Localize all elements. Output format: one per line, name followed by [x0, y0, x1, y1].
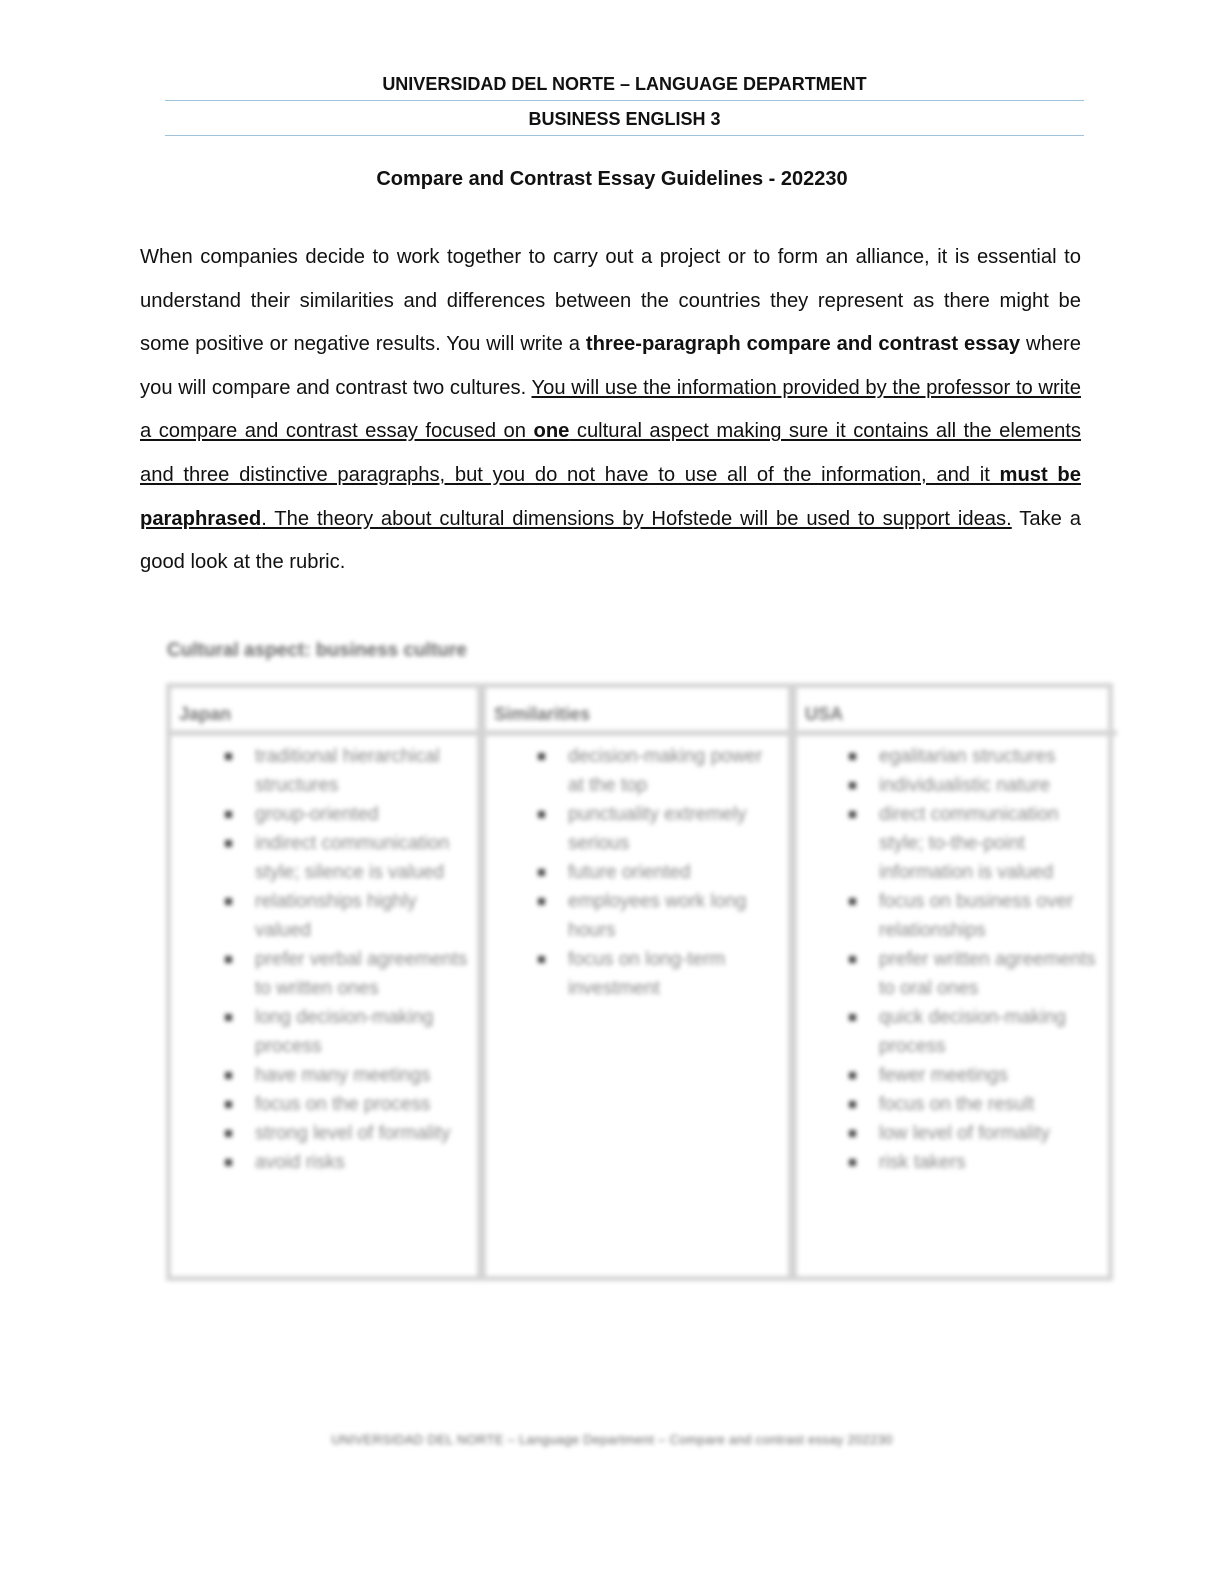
list-item: [879, 887, 1104, 945]
intro-underlined-3: . The theory about cultural dimensions by Hofstede will be used to support ideas.: [261, 507, 1012, 530]
bullet-icon: [538, 956, 545, 963]
list-item-text: employees work long hours: [568, 891, 747, 941]
column-header: Japan: [171, 688, 477, 736]
table-caption: Cultural aspect: business culture: [167, 640, 467, 661]
list-item-text: focus on the result: [879, 1094, 1035, 1115]
list-item-text: prefer verbal agreements to written ones: [255, 949, 468, 999]
page-footer: UNIVERSIDAD DEL NORTE – Language Department – Compare and contrast essay 202230: [331, 1432, 893, 1447]
list-item-text: indirect communication style; silence is valued: [255, 833, 450, 883]
list-item: [879, 1003, 1104, 1061]
list-item: [255, 1148, 470, 1177]
bullet-icon: [849, 811, 856, 818]
item-list: [171, 736, 470, 1177]
list-item-text: traditional hierarchical structures: [255, 746, 440, 796]
list-item: [568, 858, 783, 887]
bullet-icon: [849, 1101, 856, 1108]
intro-text-2: where you will compare and contrast two cultures.: [140, 333, 1081, 399]
bullet-icon: [849, 782, 856, 789]
intro-underlined-bold-1: one: [533, 420, 570, 443]
list-item: [255, 1090, 470, 1119]
column-header: USA: [797, 688, 1117, 736]
list-item: [879, 945, 1104, 1003]
list-item-text: risk takers: [879, 1152, 966, 1173]
list-item-text: focus on business over relationships: [879, 891, 1074, 941]
list-item-text: punctuality extremely serious: [568, 804, 747, 854]
list-item: [568, 945, 783, 1003]
list-item-text: long decision-making process: [255, 1007, 434, 1057]
bullet-icon: [849, 898, 856, 905]
column-similarities: [477, 688, 797, 1276]
list-item: [255, 945, 470, 1003]
bullet-icon: [225, 840, 232, 847]
bullet-icon: [225, 1130, 232, 1137]
bullet-icon: [849, 1072, 856, 1079]
list-item-text: group-oriented: [255, 804, 379, 825]
bullet-icon: [538, 898, 545, 905]
bullet-icon: [849, 956, 856, 963]
intro-paragraph: [140, 236, 1081, 585]
bullet-icon: [849, 1130, 856, 1137]
list-item: [879, 1148, 1104, 1177]
bullet-icon: [225, 811, 232, 818]
list-item-text: egalitarian structures: [879, 746, 1056, 767]
list-item-text: fewer meetings: [879, 1065, 1008, 1086]
column-header: Similarities: [486, 688, 797, 736]
bullet-icon: [225, 1072, 232, 1079]
intro-underlined-2: cultural aspect making sure it contains all the elements and three distinctive paragraphs, but you do not have to use all of the information, and it: [140, 420, 1082, 486]
document-header: [165, 70, 1084, 136]
intro-text-3: Take a good look at the rubric.: [140, 507, 1081, 574]
list-item-text: avoid risks: [255, 1152, 345, 1173]
list-item: [255, 1119, 470, 1148]
bullet-icon: [225, 898, 232, 905]
list-item-text: direct communication style; to-the-point information is valued: [879, 804, 1059, 883]
bullet-icon: [849, 1159, 856, 1166]
list-item: [879, 742, 1104, 771]
list-item: [255, 829, 470, 887]
list-item: [879, 1061, 1104, 1090]
document-title: Compare and Contrast Essay Guidelines - 202230: [376, 168, 848, 190]
list-item: [255, 887, 470, 945]
bullet-icon: [225, 1101, 232, 1108]
bullet-icon: [225, 1159, 232, 1166]
list-item: [879, 1090, 1104, 1119]
list-item-text: focus on the process: [255, 1094, 431, 1115]
header-institution: UNIVERSIDAD DEL NORTE – LANGUAGE DEPARTMENT: [165, 70, 1084, 101]
item-list: [486, 736, 783, 1003]
list-item-text: have many meetings: [255, 1065, 431, 1086]
list-item: [255, 800, 470, 829]
list-item-text: relationships highly valued: [255, 891, 417, 941]
list-item: [255, 1061, 470, 1090]
intro-underlined-1: You will use the information provided by the professor to write a compare and contrast essay focused on: [140, 376, 1081, 443]
list-item-text: individualistic nature: [879, 775, 1051, 796]
intro-bold-1: three-paragraph compare and contrast essay: [585, 333, 1021, 356]
comparison-table: [166, 683, 1113, 1281]
list-item: [255, 1003, 470, 1061]
list-item: [568, 887, 783, 945]
bullet-icon: [849, 1014, 856, 1021]
list-item-text: quick decision-making process: [879, 1007, 1066, 1057]
header-course: BUSINESS ENGLISH 3: [165, 105, 1084, 136]
list-item-text: decision-making power at the top: [568, 746, 763, 796]
bullet-icon: [849, 753, 856, 760]
list-item: [879, 800, 1104, 887]
list-item-text: future oriented: [568, 862, 691, 883]
list-item: [879, 1119, 1104, 1148]
column-japan: [171, 688, 477, 1276]
list-item-text: prefer written agreements to oral ones: [879, 949, 1096, 999]
list-item-text: low level of formality: [879, 1123, 1051, 1144]
list-item-text: focus on long-term investment: [568, 949, 726, 999]
intro-underlined-bold-2: must be paraphrased: [140, 463, 1081, 530]
intro-text-1: When companies decide to work together to carry out a project or to form an alliance, it is essential to understand their similarities and differences between the countries they represent as there might be some positive or negative results. You will write a: [140, 246, 1081, 356]
bullet-icon: [538, 869, 545, 876]
item-list: [797, 736, 1104, 1177]
list-item: [879, 771, 1104, 800]
list-item: [568, 742, 783, 800]
bullet-icon: [225, 1014, 232, 1021]
column-usa: [788, 688, 1117, 1276]
bullet-icon: [538, 811, 545, 818]
list-item: [568, 800, 783, 858]
bullet-icon: [225, 956, 232, 963]
bullet-icon: [538, 753, 545, 760]
list-item-text: strong level of formality: [255, 1123, 451, 1144]
bullet-icon: [225, 753, 232, 760]
list-item: [255, 742, 470, 800]
